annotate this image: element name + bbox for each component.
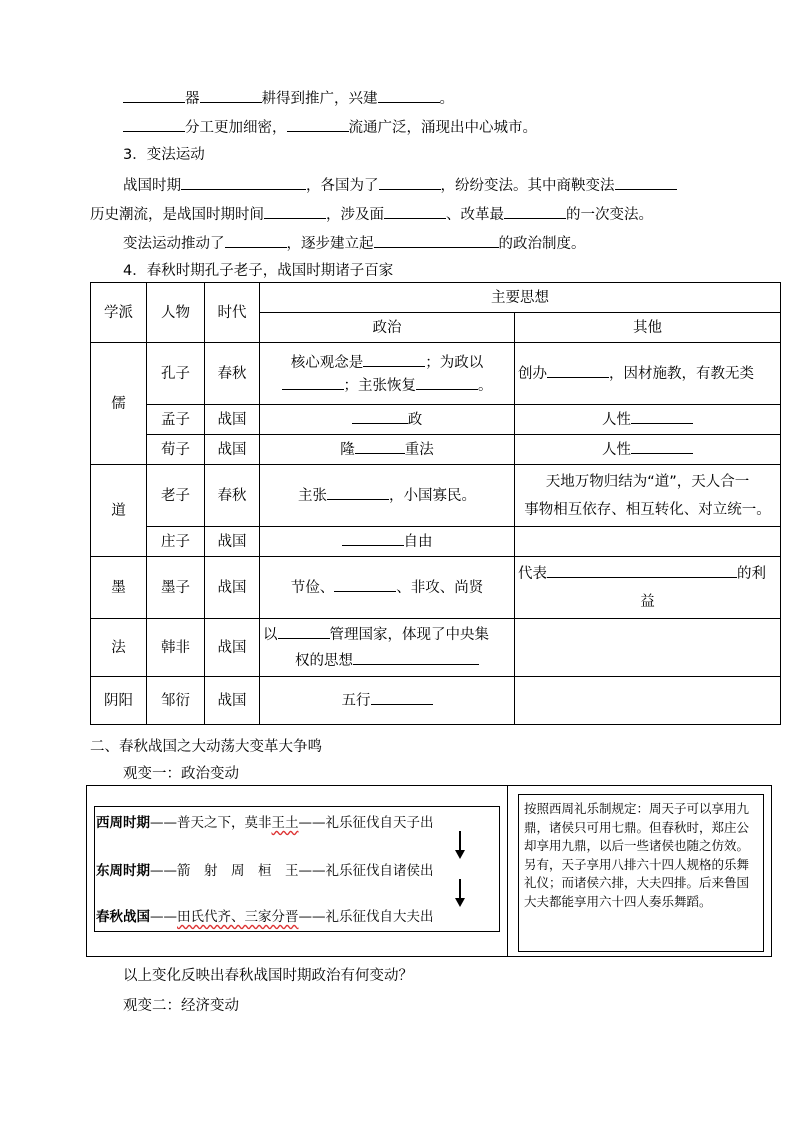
line-4 bbox=[123, 174, 677, 196]
header-other: 其他 bbox=[515, 313, 781, 343]
text: 政 bbox=[407, 412, 423, 428]
ritual-note-text: 按照西周礼乐制规定：周天子可以享用九鼎，诸侯只可用七鼎。但春秋时，郑庄公却享用九鼎，以后一些诸侯也随之仿效。另有，天子享用八排六十四人规格的乐舞礼仪；而诸侯六排，大夫四排。后来鲁国大夫都能享用六十四人奏乐舞蹈。 bbox=[524, 801, 750, 909]
zhuangzi-politics bbox=[260, 527, 515, 557]
text: 以 bbox=[263, 626, 278, 643]
text: 的政治制度。 bbox=[498, 236, 586, 252]
text: 人性 bbox=[602, 442, 631, 458]
blank[interactable] bbox=[378, 87, 440, 103]
zouyan-politics bbox=[260, 677, 515, 725]
timeline-row-chunqiu-zhanguo bbox=[96, 908, 434, 926]
person-xunzi: 荀子 bbox=[147, 435, 205, 465]
section-2-title: 二、春秋战国之大动荡大变革大争鸣 bbox=[90, 739, 322, 755]
text: 权的思想 bbox=[295, 652, 353, 669]
mozi-other bbox=[515, 557, 781, 619]
timeline-row-dongzhou bbox=[96, 862, 434, 880]
person-mengzi: 孟子 bbox=[147, 405, 205, 435]
blank[interactable] bbox=[615, 174, 677, 190]
line-6 bbox=[123, 232, 586, 254]
era-laozi: 春秋 bbox=[205, 465, 260, 527]
blank[interactable] bbox=[416, 374, 478, 390]
blank[interactable] bbox=[353, 649, 479, 665]
era-hanfei: 战国 bbox=[205, 619, 260, 677]
line-5 bbox=[90, 203, 653, 225]
blank[interactable] bbox=[287, 116, 349, 132]
text: 五行 bbox=[341, 693, 371, 709]
heading-3: 3．变法运动 bbox=[123, 147, 205, 163]
person-mozi: 墨子 bbox=[147, 557, 205, 619]
person-zouyan: 邹衍 bbox=[147, 677, 205, 725]
text: ——礼乐征伐自天子出 bbox=[298, 815, 434, 831]
text: 王土 bbox=[271, 815, 299, 831]
era-kongzi: 春秋 bbox=[205, 343, 260, 405]
blank[interactable] bbox=[631, 438, 693, 454]
mengzi-politics bbox=[260, 405, 515, 435]
text: 代表 bbox=[518, 565, 547, 582]
mozi-politics bbox=[260, 557, 515, 619]
era-mozi: 战国 bbox=[205, 557, 260, 619]
text: 、改革最 bbox=[446, 207, 504, 223]
text: 、非攻、尚贤 bbox=[396, 580, 484, 596]
xunzi-other bbox=[515, 435, 781, 465]
blank[interactable] bbox=[504, 203, 566, 219]
laozi-politics bbox=[260, 465, 515, 527]
header-main-ideas: 主要思想 bbox=[260, 283, 781, 313]
header-school: 学派 bbox=[91, 283, 147, 343]
school-fa: 法 bbox=[91, 619, 147, 677]
line-2 bbox=[123, 116, 537, 138]
text: 自由 bbox=[403, 534, 433, 550]
person-laozi: 老子 bbox=[147, 465, 205, 527]
blank[interactable] bbox=[355, 438, 405, 454]
blank[interactable] bbox=[547, 562, 737, 578]
box-divider bbox=[507, 785, 508, 957]
text: ，各国为了 bbox=[306, 178, 379, 194]
person-kongzi: 孔子 bbox=[147, 343, 205, 405]
down-arrow-icon bbox=[459, 831, 461, 851]
blank[interactable] bbox=[327, 484, 389, 500]
era-zhuangzi: 战国 bbox=[205, 527, 260, 557]
school-yinyang: 阴阳 bbox=[91, 677, 147, 725]
era-xunzi: 战国 bbox=[205, 435, 260, 465]
text: ，因材施教，有教无类 bbox=[609, 366, 754, 382]
blank[interactable] bbox=[384, 203, 446, 219]
text: —— bbox=[150, 909, 177, 925]
blank[interactable] bbox=[181, 174, 306, 190]
kongzi-politics bbox=[260, 343, 515, 405]
text: ，纷纷变法。其中商鞅变法 bbox=[440, 178, 615, 194]
arrowhead-icon bbox=[455, 898, 465, 907]
text: ，小国寡民。 bbox=[389, 488, 476, 504]
blank[interactable] bbox=[282, 374, 344, 390]
text: 隆 bbox=[340, 442, 355, 458]
text: ；主张恢复 bbox=[343, 377, 416, 394]
blank[interactable] bbox=[352, 408, 408, 424]
header-person: 人物 bbox=[147, 283, 205, 343]
kongzi-other bbox=[515, 343, 781, 405]
person-zhuangzi: 庄子 bbox=[147, 527, 205, 557]
school-ru: 儒 bbox=[91, 343, 147, 465]
hanfei-other bbox=[515, 619, 781, 677]
blank[interactable] bbox=[334, 576, 396, 592]
text: 的利 bbox=[737, 565, 766, 582]
text: 战国时期 bbox=[123, 178, 181, 194]
blank[interactable] bbox=[200, 87, 262, 103]
blank[interactable] bbox=[363, 351, 425, 367]
arrowhead-icon bbox=[455, 850, 465, 859]
header-era: 时代 bbox=[205, 283, 260, 343]
blank[interactable] bbox=[123, 116, 185, 132]
text: 流通广泛，涌现出中心城市。 bbox=[348, 120, 537, 136]
text: 益 bbox=[640, 593, 655, 610]
observe-2: 观变二：经济变动 bbox=[123, 998, 239, 1014]
blank[interactable] bbox=[371, 689, 433, 705]
text: 管理国家，体现了中央集 bbox=[329, 626, 489, 643]
timeline-row-xizhou bbox=[96, 814, 434, 832]
text: 天地万物归结为“道”，天人合一 bbox=[545, 473, 750, 490]
text: 节俭、 bbox=[290, 580, 335, 596]
down-arrow-icon bbox=[459, 879, 461, 899]
blank[interactable] bbox=[278, 623, 330, 639]
text: ，涉及面 bbox=[326, 207, 384, 223]
text: 。 bbox=[439, 91, 454, 107]
heading-4: 4．春秋时期孔子老子，战国时期诸子百家 bbox=[123, 263, 394, 279]
blank[interactable] bbox=[264, 203, 326, 219]
text: ——礼乐征伐自大夫出 bbox=[298, 909, 434, 925]
blank[interactable] bbox=[379, 174, 441, 190]
hanfei-politics bbox=[260, 619, 515, 677]
text: 历史潮流，是战国时期时间 bbox=[90, 207, 264, 223]
school-dao: 道 bbox=[91, 465, 147, 557]
text: 人性 bbox=[602, 412, 631, 428]
laozi-other bbox=[515, 465, 781, 527]
question: 以上变化反映出春秋战国时期政治有何变动？ bbox=[123, 968, 413, 984]
period-label: 春秋战国 bbox=[96, 909, 150, 925]
zhuangzi-other bbox=[515, 527, 781, 557]
line-1 bbox=[123, 87, 454, 109]
text: ；为政以 bbox=[425, 354, 484, 371]
text: 耕得到推广，兴建 bbox=[261, 91, 378, 107]
observe-1: 观变一：政治变动 bbox=[123, 766, 239, 782]
era-mengzi: 战国 bbox=[205, 405, 260, 435]
text: ，逐步建立起 bbox=[286, 236, 374, 252]
header-politics: 政治 bbox=[260, 313, 515, 343]
text: ——箭 射 周 桓 王——礼乐征伐自诸侯出 bbox=[150, 863, 434, 879]
text: 器 bbox=[185, 91, 200, 107]
blank[interactable] bbox=[631, 408, 693, 424]
text: 核心观念是 bbox=[290, 354, 364, 371]
text: 的一次变法。 bbox=[566, 207, 653, 223]
person-hanfei: 韩非 bbox=[147, 619, 205, 677]
text: 事物相互依存、相互转化、对立统一。 bbox=[524, 501, 771, 518]
text: 变法运动推动了 bbox=[123, 236, 225, 252]
mengzi-other bbox=[515, 405, 781, 435]
text: ——普天之下，莫非 bbox=[150, 815, 272, 831]
text: 。 bbox=[478, 377, 493, 394]
xunzi-politics bbox=[260, 435, 515, 465]
blank[interactable] bbox=[225, 232, 287, 248]
zouyan-other bbox=[515, 677, 781, 725]
schools-table bbox=[90, 282, 781, 725]
era-zouyan: 战国 bbox=[205, 677, 260, 725]
blank[interactable] bbox=[342, 530, 404, 546]
blank[interactable] bbox=[374, 232, 499, 248]
text: 田氏代齐、三家分晋 bbox=[177, 909, 299, 925]
period-label: 西周时期 bbox=[96, 815, 150, 831]
text: 创办 bbox=[518, 366, 547, 382]
text: 分工更加细密， bbox=[185, 120, 287, 136]
text: 重法 bbox=[404, 442, 434, 458]
blank[interactable] bbox=[547, 362, 609, 378]
blank[interactable] bbox=[123, 87, 185, 103]
school-mo: 墨 bbox=[91, 557, 147, 619]
period-label: 东周时期 bbox=[96, 863, 150, 879]
text: 主张 bbox=[298, 488, 327, 504]
